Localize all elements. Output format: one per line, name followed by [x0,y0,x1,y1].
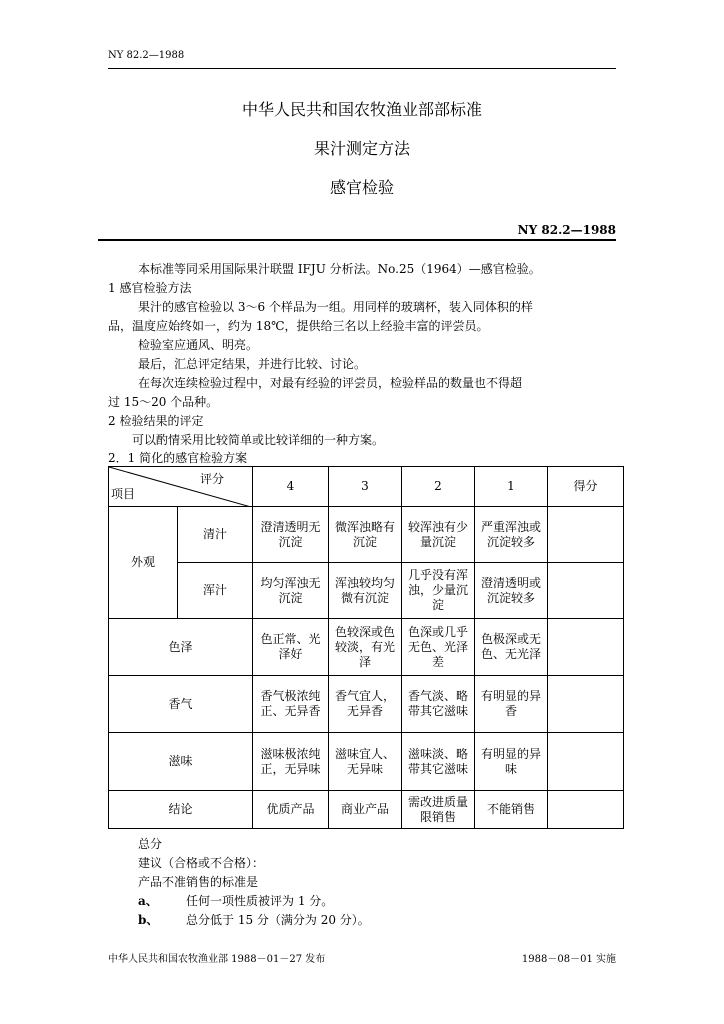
col-header: 4 [253,467,329,507]
col-header: 3 [329,467,402,507]
score-cell [548,563,624,619]
corner-cell [109,467,253,507]
standard-number: NY 82.2—1988 [517,223,616,237]
table-cell: 香气淡、略带其它滋味 [402,676,475,733]
row-label: 清汁 [178,507,253,563]
criterion-b-mark: b、 [138,913,159,927]
criterion-b-text: 总分低于 15 分（满分为 20 分）。 [186,913,370,927]
table-cell: 色极深或无色、无光泽 [475,619,548,676]
col-header: 2 [402,467,475,507]
section-2-heading: 2 检验结果的评定 [108,414,204,428]
section-1-para-4a: 在每次连续检验过程中，对最有经验的评尝员，检验样品的数量也不得超 [138,376,523,390]
table-cell: 色正常、光泽好 [253,619,329,676]
criterion-a-text: 任何一项性质被评为 1 分。 [186,894,334,908]
table-cell: 优质产品 [253,791,329,829]
row-label: 浑汁 [178,563,253,619]
table-cell: 澄清透明或沉淀较多 [475,563,548,619]
table-cell: 不能销售 [475,791,548,829]
section-2-para-1: 可以酌情采用比较简单或比较详细的一种方案。 [132,433,385,447]
org-title: 中华人民共和国农牧渔业部部标准 [241,100,482,119]
criterion-a-mark: a、 [138,894,158,908]
header-code: NY 82.2—1988 [108,50,185,61]
table-cell: 滋味极浓纯正，无异味 [253,733,329,791]
main-title: 果汁测定方法 [313,139,410,158]
table-cell: 澄清透明无沉淀 [253,507,329,563]
header-rule [108,68,616,69]
col-header: 得分 [548,467,624,507]
corner-score-label: 评分 [199,472,224,486]
table-cell: 浑浊较均匀微有沉淀 [329,563,402,619]
score-cell [548,507,624,563]
score-cell [548,676,624,733]
appearance-label: 外观 [109,507,178,619]
intro-paragraph: 本标准等同采用国际果汁联盟 IFJU 分析法。No.25（1964）—感官检验。 [138,262,541,276]
score-cell [548,791,624,829]
table-cell: 有明显的异香 [475,676,548,733]
col-header: 1 [475,467,548,507]
criteria-label: 产品不准销售的标准是 [138,875,259,889]
section-2-1-heading: 2．1 简化的感官检验方案 [108,451,248,465]
table-cell: 需改进质量限销售 [402,791,475,829]
sensory-table [108,466,624,829]
footer-issued: 中华人民共和国农牧渔业部 1988－01－27 发布 [108,954,326,965]
row-label: 滋味 [109,733,253,791]
table-cell: 滋味宜人、无异味 [329,733,402,791]
table-cell: 香气极浓纯正、无异香 [253,676,329,733]
row-label: 香气 [109,676,253,733]
section-1-para-3: 最后，汇总评定结果，并进行比较、讨论。 [138,357,367,371]
table-cell: 香气宜人，无异香 [329,676,402,733]
row-label: 色泽 [109,619,253,676]
corner-item-label: 项目 [111,487,136,501]
score-cell [548,619,624,676]
score-cell [548,733,624,791]
table-cell: 商业产品 [329,791,402,829]
table-cell: 较浑浊有少量沉淀 [402,507,475,563]
table-cell: 严重浑浊或沉淀较多 [475,507,548,563]
table-cell: 均匀浑浊无沉淀 [253,563,329,619]
table-cell: 色较深或色较淡，有光泽 [329,619,402,676]
section-1-heading: 1 感官检验方法 [108,281,192,295]
table-cell: 色深或几乎无色、光泽差 [402,619,475,676]
table-cell: 滋味淡、略带其它滋味 [402,733,475,791]
section-1-para-4b: 过 15～20 个品种。 [108,395,219,409]
table-cell: 微浑浊略有沉淀 [329,507,402,563]
suggestion-label: 建议（合格或不合格）： [138,856,265,870]
footer-effective: 1988－08－01 实施 [521,954,616,965]
table-cell: 几乎没有浑浊，少量沉淀 [402,563,475,619]
section-1-para-1b: 品，温度应始终如一，约为 18℃，提供给三名以上经验丰富的评尝员。 [108,319,489,333]
section-1-para-2: 检验室应通风、明亮。 [138,338,259,352]
total-score-label: 总分 [138,837,163,851]
section-1-para-1a: 果汁的感官检验以 3～6 个样品为一组。用同样的玻璃杯，装入同体积的样 [138,300,533,314]
sub-title: 感官检验 [329,178,394,197]
table-cell: 有明显的异味 [475,733,548,791]
standard-rule [98,239,616,241]
row-label: 结论 [109,791,253,829]
